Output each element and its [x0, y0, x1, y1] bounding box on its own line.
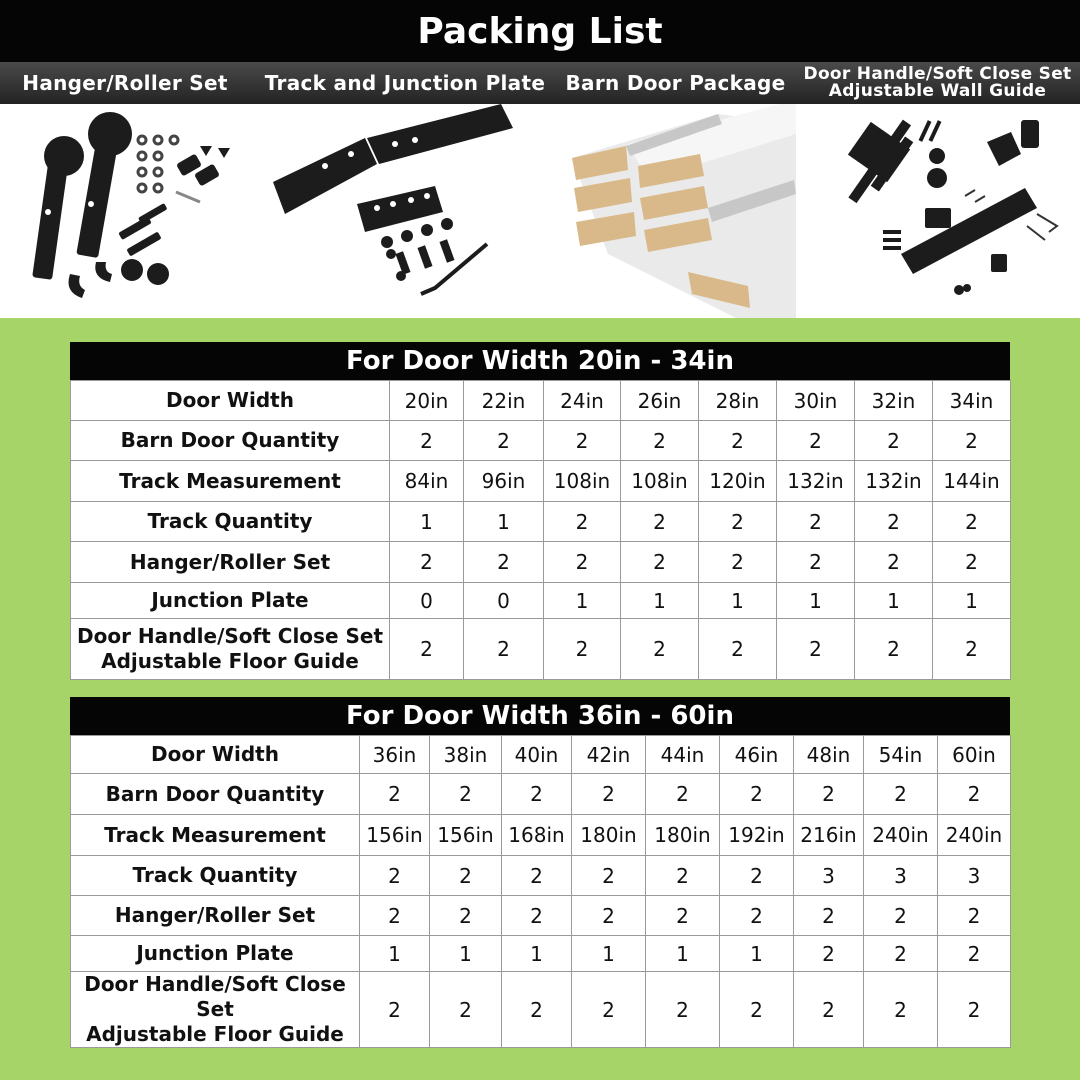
table-cell: 2 — [464, 619, 544, 680]
table-cell: 2 — [933, 421, 1011, 461]
table-cell: 156in — [430, 815, 502, 856]
product-photos — [0, 104, 1080, 318]
row-label — [71, 896, 360, 936]
table-cell: 240in — [864, 815, 938, 856]
row-label — [71, 381, 390, 421]
table-cell: 2 — [794, 896, 864, 936]
row-label — [71, 583, 390, 619]
table-cell: 192in — [720, 815, 794, 856]
table-cell: 2 — [699, 619, 777, 680]
table-cell: 2 — [864, 972, 938, 1048]
table-row — [71, 936, 1011, 972]
table-1-title: For Door Width 20in - 34in — [70, 342, 1010, 380]
table-cell: 2 — [646, 774, 720, 815]
table-cell: 2 — [430, 972, 502, 1048]
table-cell: 2 — [720, 856, 794, 896]
table-cell: 1 — [464, 502, 544, 542]
table-cell: 0 — [464, 583, 544, 619]
row-label-text: Track Quantity — [132, 863, 298, 887]
table-cell: 2 — [794, 774, 864, 815]
table-cell: 2 — [855, 542, 933, 583]
row-label — [71, 421, 390, 461]
table-row — [71, 461, 1011, 502]
track-junction-photo — [265, 104, 550, 318]
table-cell: 2 — [502, 856, 572, 896]
table-cell: 2 — [720, 896, 794, 936]
table-cell: 108in — [621, 461, 699, 502]
row-label — [71, 856, 360, 896]
table-cell: 30in — [777, 381, 855, 421]
table-cell: 2 — [621, 502, 699, 542]
table-cell: 1 — [646, 936, 720, 972]
table-cell: 84in — [390, 461, 464, 502]
table-cell: 32in — [855, 381, 933, 421]
table-cell: 1 — [720, 936, 794, 972]
table-cell: 2 — [621, 421, 699, 461]
row-label-text: Hanger/Roller Set — [114, 903, 316, 927]
table-cell: 60in — [938, 736, 1011, 774]
row-label-text: Door Handle/Soft Close Set — [84, 972, 346, 1021]
barn-door-photo — [568, 104, 796, 318]
table-2-title: For Door Width 36in - 60in — [70, 697, 1010, 735]
table-cell: 42in — [572, 736, 646, 774]
table-cell: 2 — [777, 502, 855, 542]
row-label-text-line2: Adjustable Floor Guide — [86, 1022, 344, 1046]
row-label-text: Barn Door Quantity — [120, 428, 340, 452]
table-cell: 0 — [390, 583, 464, 619]
table-cell: 2 — [430, 896, 502, 936]
table-cell: 2 — [777, 542, 855, 583]
table-cell: 2 — [502, 774, 572, 815]
category-barn-door: Barn Door Package — [565, 71, 786, 95]
table-cell: 2 — [864, 774, 938, 815]
table-cell: 3 — [794, 856, 864, 896]
table-cell: 2 — [699, 502, 777, 542]
table-row — [71, 896, 1011, 936]
table-row — [71, 502, 1011, 542]
row-label-text: Hanger/Roller Set — [129, 549, 331, 574]
table-cell: 34in — [933, 381, 1011, 421]
table-cell: 2 — [855, 421, 933, 461]
row-label — [71, 502, 390, 542]
table-2-grid — [70, 735, 1011, 1048]
table-cell: 2 — [621, 619, 699, 680]
table-cell: 2 — [720, 774, 794, 815]
table-cell: 2 — [933, 502, 1011, 542]
row-label-text: Track Measurement — [104, 822, 326, 847]
table-cell: 2 — [699, 542, 777, 583]
table-cell: 40in — [502, 736, 572, 774]
table-cell: 2 — [794, 972, 864, 1048]
table-cell: 1 — [390, 502, 464, 542]
table-row — [71, 856, 1011, 896]
table-cell: 2 — [646, 856, 720, 896]
table-cell: 26in — [621, 381, 699, 421]
table-cell: 36in — [360, 736, 430, 774]
table-cell: 144in — [933, 461, 1011, 502]
table-cell: 2 — [933, 542, 1011, 583]
table-cell: 2 — [621, 542, 699, 583]
table-cell: 156in — [360, 815, 430, 856]
table-cell: 240in — [938, 815, 1011, 856]
table-cell: 2 — [938, 936, 1011, 972]
row-label-text: Junction Plate — [151, 588, 309, 612]
category-hanger-roller: Hanger/Roller Set — [22, 71, 228, 95]
table-cell: 120in — [699, 461, 777, 502]
table-cell: 2 — [777, 421, 855, 461]
table-cell: 38in — [430, 736, 502, 774]
table-cell: 1 — [855, 583, 933, 619]
table-cell: 2 — [938, 774, 1011, 815]
table-cell: 2 — [544, 542, 621, 583]
row-label-text: Door Handle/Soft Close Set — [76, 624, 384, 648]
table-cell: 24in — [544, 381, 621, 421]
table-row — [71, 583, 1011, 619]
table-cell: 2 — [864, 936, 938, 972]
table-row — [71, 619, 1011, 680]
packing-table-1 — [70, 342, 1010, 680]
table-cell: 2 — [572, 856, 646, 896]
category-bar — [0, 62, 1080, 104]
row-label-text: Door Width — [166, 388, 294, 412]
table-cell: 2 — [464, 421, 544, 461]
door-handle-softclose-photo — [815, 104, 1080, 318]
row-label-text: Track Quantity — [147, 509, 313, 533]
table-cell: 48in — [794, 736, 864, 774]
table-cell: 2 — [572, 896, 646, 936]
row-label — [71, 461, 390, 502]
row-label-text: Track Measurement — [119, 468, 341, 493]
table-cell: 2 — [544, 502, 621, 542]
table-cell: 2 — [544, 619, 621, 680]
row-label — [71, 972, 360, 1048]
table-cell: 108in — [544, 461, 621, 502]
table-cell: 180in — [572, 815, 646, 856]
table-1-grid — [70, 380, 1011, 680]
packing-table-2 — [70, 697, 1010, 1048]
table-cell: 2 — [430, 774, 502, 815]
table-cell: 1 — [777, 583, 855, 619]
row-label-text: Junction Plate — [136, 941, 294, 965]
row-label — [71, 815, 360, 856]
table-cell: 2 — [390, 619, 464, 680]
table-cell: 54in — [864, 736, 938, 774]
table-row — [71, 774, 1011, 815]
table-row — [71, 815, 1011, 856]
page-title: Packing List — [0, 0, 1080, 62]
row-label — [71, 936, 360, 972]
table-row — [71, 972, 1011, 1048]
table-cell: 2 — [544, 421, 621, 461]
row-label-text: Door Width — [151, 742, 279, 766]
table-cell: 2 — [390, 421, 464, 461]
category-track-junction: Track and Junction Plate — [264, 71, 546, 95]
table-cell: 1 — [502, 936, 572, 972]
table-2-body — [71, 736, 1011, 1048]
table-cell: 132in — [855, 461, 933, 502]
table-cell: 2 — [855, 502, 933, 542]
table-cell: 28in — [699, 381, 777, 421]
table-cell: 2 — [360, 774, 430, 815]
table-row — [71, 381, 1011, 421]
table-cell: 2 — [777, 619, 855, 680]
category-handle-line1: Door Handle/Soft Close Set — [803, 64, 1072, 84]
table-cell: 2 — [390, 542, 464, 583]
table-cell: 2 — [864, 896, 938, 936]
table-cell: 20in — [390, 381, 464, 421]
table-cell: 96in — [464, 461, 544, 502]
table-cell: 2 — [572, 774, 646, 815]
table-cell: 1 — [430, 936, 502, 972]
row-label-text: Barn Door Quantity — [105, 781, 325, 806]
table-cell: 2 — [430, 856, 502, 896]
row-label — [71, 774, 360, 815]
table-cell: 46in — [720, 736, 794, 774]
row-label — [71, 542, 390, 583]
table-cell: 2 — [464, 542, 544, 583]
category-handle-softclose — [795, 62, 1080, 104]
table-cell: 1 — [360, 936, 430, 972]
table-cell: 2 — [938, 972, 1011, 1048]
table-cell: 2 — [360, 896, 430, 936]
table-cell: 2 — [699, 421, 777, 461]
row-label — [71, 736, 360, 774]
table-cell: 3 — [938, 856, 1011, 896]
table-cell: 1 — [933, 583, 1011, 619]
table-cell: 1 — [544, 583, 621, 619]
category-handle-line2: Adjustable Wall Guide — [828, 81, 1047, 101]
table-cell: 2 — [646, 972, 720, 1048]
row-label-text-line2: Adjustable Floor Guide — [101, 649, 359, 673]
table-cell: 216in — [794, 815, 864, 856]
table-cell: 2 — [360, 972, 430, 1048]
table-cell: 1 — [572, 936, 646, 972]
table-cell: 2 — [572, 972, 646, 1048]
table-cell: 2 — [855, 619, 933, 680]
table-cell: 2 — [938, 896, 1011, 936]
table-cell: 1 — [621, 583, 699, 619]
table-cell: 2 — [502, 972, 572, 1048]
table-cell: 3 — [864, 856, 938, 896]
table-cell: 2 — [933, 619, 1011, 680]
table-row — [71, 542, 1011, 583]
table-cell: 2 — [502, 896, 572, 936]
table-row — [71, 421, 1011, 461]
table-1-body — [71, 381, 1011, 680]
table-cell: 132in — [777, 461, 855, 502]
table-cell: 22in — [464, 381, 544, 421]
table-cell: 44in — [646, 736, 720, 774]
table-cell: 2 — [360, 856, 430, 896]
table-cell: 180in — [646, 815, 720, 856]
hanger-roller-photo — [0, 104, 258, 318]
table-cell: 1 — [699, 583, 777, 619]
table-cell: 2 — [720, 972, 794, 1048]
table-cell: 2 — [794, 936, 864, 972]
row-label — [71, 619, 390, 680]
table-cell: 168in — [502, 815, 572, 856]
table-row — [71, 736, 1011, 774]
table-cell: 2 — [646, 896, 720, 936]
